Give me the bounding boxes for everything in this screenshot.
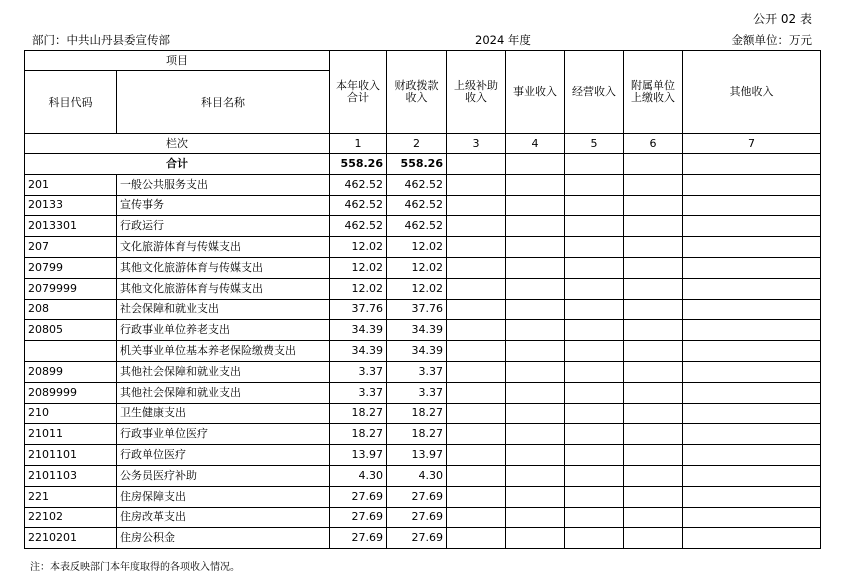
subject-name: 其他社会保障和就业支出	[117, 361, 330, 382]
total-income-value: 3.37	[330, 361, 387, 382]
total-income-value: 462.52	[330, 195, 387, 216]
empty-cell	[506, 528, 565, 549]
total-income-value: 558.26	[330, 154, 387, 175]
empty-cell	[565, 424, 624, 445]
total-income-value: 3.37	[330, 382, 387, 403]
empty-cell	[447, 507, 506, 528]
empty-cell	[506, 278, 565, 299]
total-income-value: 18.27	[330, 424, 387, 445]
total-income-value: 12.02	[330, 237, 387, 258]
empty-cell	[683, 486, 821, 507]
table-row	[25, 257, 821, 278]
empty-cell	[624, 257, 683, 278]
empty-cell	[447, 154, 506, 175]
empty-cell	[565, 528, 624, 549]
column-index-7: 7	[683, 134, 821, 154]
total-income-value: 27.69	[330, 486, 387, 507]
subject-name: 其他文化旅游体育与传媒支出	[117, 278, 330, 299]
table-row	[25, 195, 821, 216]
subject-code: 2079999	[25, 278, 117, 299]
table-row	[25, 403, 821, 424]
total-income-value: 12.02	[330, 257, 387, 278]
empty-cell	[565, 341, 624, 362]
empty-cell	[565, 486, 624, 507]
subject-code: 22102	[25, 507, 117, 528]
subject-code: 210	[25, 403, 117, 424]
department-label: 部门：中共山丹县委宣传部	[32, 33, 170, 47]
fiscal-income-value: 34.39	[387, 341, 447, 362]
total-fiscal-value: 558.26	[387, 154, 447, 175]
fiscal-income-value: 13.97	[387, 445, 447, 466]
empty-cell	[624, 216, 683, 237]
subject-name: 宣传事务	[117, 195, 330, 216]
fiscal-income-value: 462.52	[387, 195, 447, 216]
empty-cell	[506, 361, 565, 382]
subject-code: 20133	[25, 195, 117, 216]
fiscal-year: 2024 年度	[475, 33, 531, 47]
empty-cell	[683, 278, 821, 299]
empty-cell	[565, 465, 624, 486]
fiscal-income-value: 27.69	[387, 507, 447, 528]
empty-cell	[624, 278, 683, 299]
empty-cell	[683, 465, 821, 486]
header-row-project	[25, 51, 821, 71]
subject-code: 2013301	[25, 216, 117, 237]
empty-cell	[447, 361, 506, 382]
subject-name: 一般公共服务支出	[117, 174, 330, 195]
empty-cell	[624, 528, 683, 549]
form-number: 公开 02 表	[753, 12, 812, 26]
empty-cell	[624, 341, 683, 362]
table-row	[25, 216, 821, 237]
fiscal-income-value: 3.37	[387, 382, 447, 403]
empty-cell	[447, 445, 506, 466]
subject-name: 住房改革支出	[117, 507, 330, 528]
empty-cell	[447, 237, 506, 258]
empty-cell	[624, 465, 683, 486]
empty-cell	[683, 528, 821, 549]
total-income-value: 462.52	[330, 216, 387, 237]
empty-cell	[565, 278, 624, 299]
empty-cell	[565, 216, 624, 237]
subject-code: 2089999	[25, 382, 117, 403]
subject-name: 卫生健康支出	[117, 403, 330, 424]
col-operating-header: 经营收入	[565, 51, 624, 134]
subject-code: 20799	[25, 257, 117, 278]
empty-cell	[447, 465, 506, 486]
fiscal-income-value: 37.76	[387, 299, 447, 320]
subject-code: 2210201	[25, 528, 117, 549]
fiscal-income-value: 18.27	[387, 403, 447, 424]
empty-cell	[565, 361, 624, 382]
col-affiliated-header: 附属单位 上缴收入	[624, 51, 683, 134]
empty-cell	[683, 257, 821, 278]
empty-cell	[624, 237, 683, 258]
fiscal-income-value: 12.02	[387, 257, 447, 278]
empty-cell	[683, 445, 821, 466]
fiscal-income-value: 462.52	[387, 216, 447, 237]
empty-cell	[624, 445, 683, 466]
empty-cell	[624, 154, 683, 175]
empty-cell	[565, 237, 624, 258]
fiscal-income-value: 4.30	[387, 465, 447, 486]
fiscal-income-value: 3.37	[387, 361, 447, 382]
empty-cell	[447, 257, 506, 278]
empty-cell	[506, 403, 565, 424]
empty-cell	[506, 154, 565, 175]
empty-cell	[447, 341, 506, 362]
total-income-value: 462.52	[330, 174, 387, 195]
column-index-1: 1	[330, 134, 387, 154]
subject-code	[25, 341, 117, 362]
empty-cell	[506, 216, 565, 237]
total-income-value: 27.69	[330, 507, 387, 528]
subject-name: 行政事业单位医疗	[117, 424, 330, 445]
empty-cell	[447, 299, 506, 320]
column-index-row	[25, 134, 821, 154]
empty-cell	[447, 403, 506, 424]
empty-cell	[506, 237, 565, 258]
empty-cell	[447, 195, 506, 216]
subject-name: 其他社会保障和就业支出	[117, 382, 330, 403]
empty-cell	[683, 361, 821, 382]
fiscal-income-value: 27.69	[387, 486, 447, 507]
table-row	[25, 445, 821, 466]
empty-cell	[447, 320, 506, 341]
fiscal-income-value: 12.02	[387, 237, 447, 258]
empty-cell	[683, 341, 821, 362]
table-note: 注：本表反映部门本年度取得的各项收入情况。	[30, 562, 240, 573]
col-upper-header: 上级补助 收入	[447, 51, 506, 134]
total-row	[25, 154, 821, 175]
empty-cell	[506, 341, 565, 362]
subject-name: 机关事业单位基本养老保险缴费支出	[117, 341, 330, 362]
fiscal-income-value: 27.69	[387, 528, 447, 549]
empty-cell	[565, 382, 624, 403]
empty-cell	[624, 486, 683, 507]
empty-cell	[624, 174, 683, 195]
empty-cell	[506, 299, 565, 320]
total-income-value: 13.97	[330, 445, 387, 466]
empty-cell	[506, 382, 565, 403]
total-income-value: 4.30	[330, 465, 387, 486]
subject-code: 20805	[25, 320, 117, 341]
subject-name: 行政单位医疗	[117, 445, 330, 466]
empty-cell	[624, 320, 683, 341]
table-row	[25, 174, 821, 195]
empty-cell	[624, 507, 683, 528]
total-income-value: 12.02	[330, 278, 387, 299]
table-row	[25, 465, 821, 486]
subject-code: 207	[25, 237, 117, 258]
subject-code: 20899	[25, 361, 117, 382]
table-row	[25, 507, 821, 528]
subject-name: 住房公积金	[117, 528, 330, 549]
empty-cell	[506, 195, 565, 216]
column-index-label: 栏次	[25, 134, 330, 154]
empty-cell	[683, 174, 821, 195]
empty-cell	[624, 403, 683, 424]
table-row	[25, 486, 821, 507]
empty-cell	[447, 278, 506, 299]
total-income-value: 27.69	[330, 528, 387, 549]
column-index-6: 6	[624, 134, 683, 154]
subject-name: 行政事业单位养老支出	[117, 320, 330, 341]
empty-cell	[624, 299, 683, 320]
table-row	[25, 361, 821, 382]
table-row	[25, 424, 821, 445]
empty-cell	[565, 195, 624, 216]
amount-unit: 金额单位：万元	[731, 33, 812, 47]
project-header: 项目	[25, 51, 330, 71]
subject-name: 公务员医疗补助	[117, 465, 330, 486]
column-index-3: 3	[447, 134, 506, 154]
table-row	[25, 382, 821, 403]
empty-cell	[683, 320, 821, 341]
table-row	[25, 341, 821, 362]
total-income-value: 34.39	[330, 320, 387, 341]
subject-code: 21011	[25, 424, 117, 445]
empty-cell	[506, 445, 565, 466]
table-row	[25, 299, 821, 320]
total-income-value: 34.39	[330, 341, 387, 362]
subject-code: 2101101	[25, 445, 117, 466]
col-name-header: 科目名称	[117, 71, 330, 134]
empty-cell	[624, 361, 683, 382]
empty-cell	[565, 154, 624, 175]
empty-cell	[506, 174, 565, 195]
empty-cell	[683, 507, 821, 528]
empty-cell	[506, 320, 565, 341]
subject-name: 文化旅游体育与传媒支出	[117, 237, 330, 258]
subject-code: 221	[25, 486, 117, 507]
subject-code: 208	[25, 299, 117, 320]
empty-cell	[565, 257, 624, 278]
empty-cell	[565, 320, 624, 341]
empty-cell	[565, 403, 624, 424]
col-total-header: 本年收入 合计	[330, 51, 387, 134]
empty-cell	[683, 237, 821, 258]
fiscal-income-value: 34.39	[387, 320, 447, 341]
empty-cell	[624, 382, 683, 403]
empty-cell	[683, 216, 821, 237]
fiscal-income-value: 462.52	[387, 174, 447, 195]
total-income-value: 18.27	[330, 403, 387, 424]
empty-cell	[447, 216, 506, 237]
table-row	[25, 278, 821, 299]
empty-cell	[506, 507, 565, 528]
table-row	[25, 528, 821, 549]
empty-cell	[506, 424, 565, 445]
total-label: 合计	[25, 154, 330, 175]
col-fiscal-header: 财政拨款 收入	[387, 51, 447, 134]
income-table	[24, 50, 821, 549]
subject-code: 201	[25, 174, 117, 195]
empty-cell	[683, 403, 821, 424]
column-index-4: 4	[506, 134, 565, 154]
empty-cell	[683, 154, 821, 175]
empty-cell	[683, 382, 821, 403]
subject-code: 2101103	[25, 465, 117, 486]
empty-cell	[624, 424, 683, 445]
subject-name: 行政运行	[117, 216, 330, 237]
subject-name: 其他文化旅游体育与传媒支出	[117, 257, 330, 278]
column-index-5: 5	[565, 134, 624, 154]
empty-cell	[447, 486, 506, 507]
empty-cell	[683, 424, 821, 445]
empty-cell	[683, 299, 821, 320]
empty-cell	[447, 174, 506, 195]
table-row	[25, 237, 821, 258]
table-row	[25, 320, 821, 341]
col-other-header: 其他收入	[683, 51, 821, 134]
empty-cell	[506, 465, 565, 486]
fiscal-income-value: 18.27	[387, 424, 447, 445]
empty-cell	[565, 299, 624, 320]
fiscal-income-value: 12.02	[387, 278, 447, 299]
empty-cell	[447, 424, 506, 445]
empty-cell	[683, 195, 821, 216]
col-business-header: 事业收入	[506, 51, 565, 134]
col-code-header: 科目代码	[25, 71, 117, 134]
empty-cell	[565, 507, 624, 528]
empty-cell	[565, 174, 624, 195]
empty-cell	[506, 486, 565, 507]
empty-cell	[565, 445, 624, 466]
subject-name: 住房保障支出	[117, 486, 330, 507]
empty-cell	[447, 382, 506, 403]
empty-cell	[506, 257, 565, 278]
column-index-2: 2	[387, 134, 447, 154]
empty-cell	[447, 528, 506, 549]
subject-name: 社会保障和就业支出	[117, 299, 330, 320]
total-income-value: 37.76	[330, 299, 387, 320]
empty-cell	[624, 195, 683, 216]
